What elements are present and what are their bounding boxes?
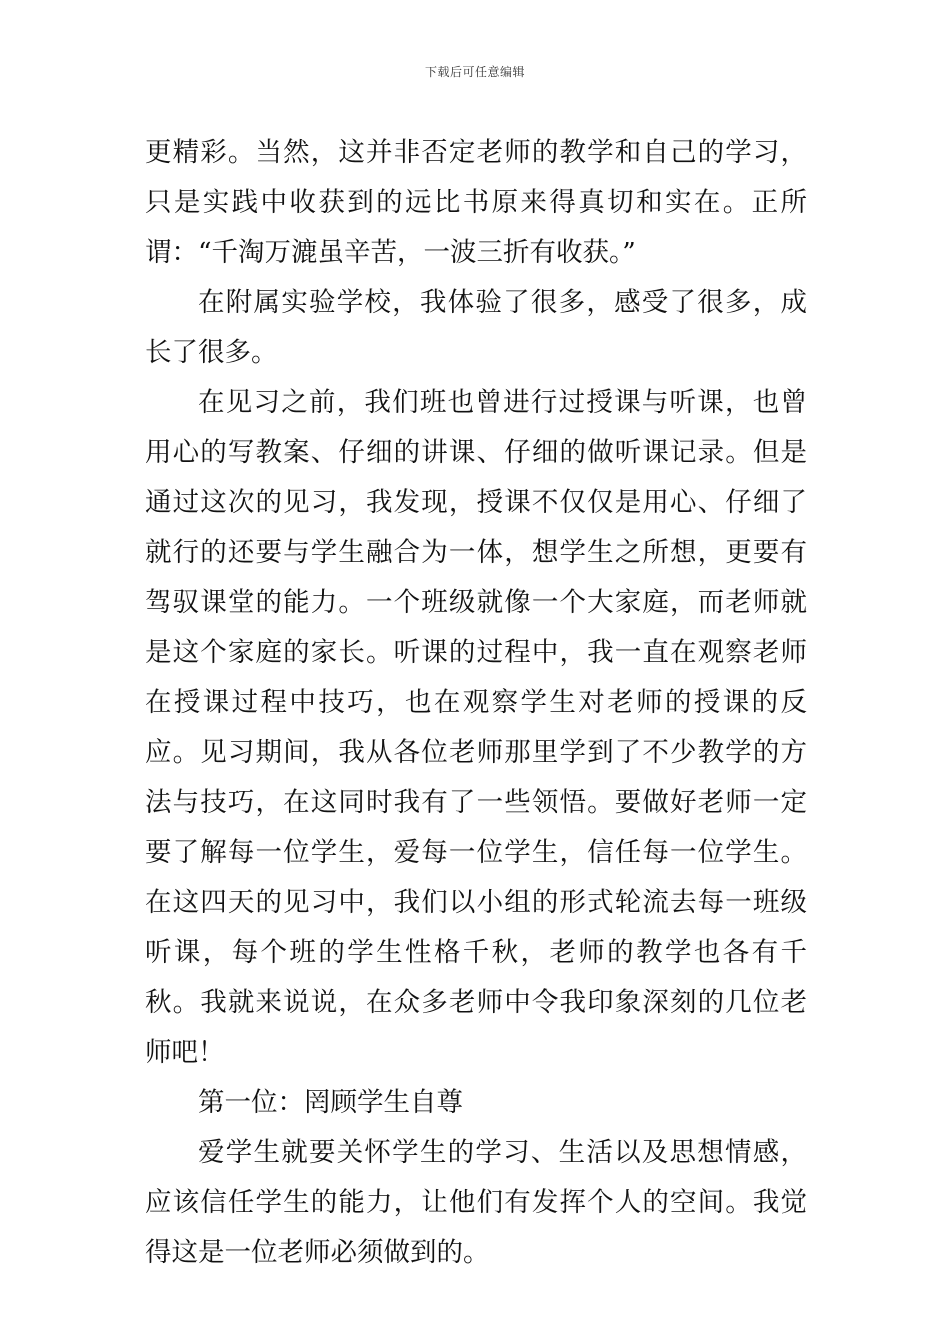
page-header-note: 下载后可任意编辑: [424, 65, 525, 79]
document-body: [145, 128, 807, 1278]
paragraph-1: 更精彩。当然，这并非否定老师的教学和自己的学习，只是实践中收获到的远比书原来得真切和实在。正所谓：“千淘万漉虽辛苦，一波三折有收获。”: [145, 137, 807, 268]
paragraph-2: 在附属实验学校，我体验了很多，感受了很多，成长了很多。: [145, 287, 807, 368]
section-heading-first-teacher: 第一位：罔顾学生自尊: [198, 1087, 463, 1118]
paragraph-3: 在见习之前，我们班也曾进行过授课与听课，也曾用心的写教案、仔细的讲课、仔细的做听课记录。但是通过这次的见习，我发现，授课不仅仅是用心、仔细了就行的还要与学生融合为一体，想学生之所想，更要有驾驭课堂的能力。一个班级就像一个大家庭，而老师就是这个家庭的家长。听课的过程中，我一直在观察老师在授课过程中技巧，也在观察学生对老师的授课的反应。见习期间，我从各位老师那里学到了不少教学的方法与技巧，在这同时我有了一些领悟。要做好老师一定要了解每一位学生，爱每一位学生，信任每一位学生。在这四天的见习中，我们以小组的形式轮流去每一班级听课，每个班的学生性格千秋，老师的教学也各有千秋。我就来说说，在众多老师中令我印象深刻的几位老师吧！: [145, 387, 807, 1068]
paragraph-5: 爱学生就要关怀学生的学习、生活以及思想情感，应该信任学生的能力，让他们有发挥个人的空间。我觉得这是一位老师必须做到的。: [145, 1137, 807, 1268]
